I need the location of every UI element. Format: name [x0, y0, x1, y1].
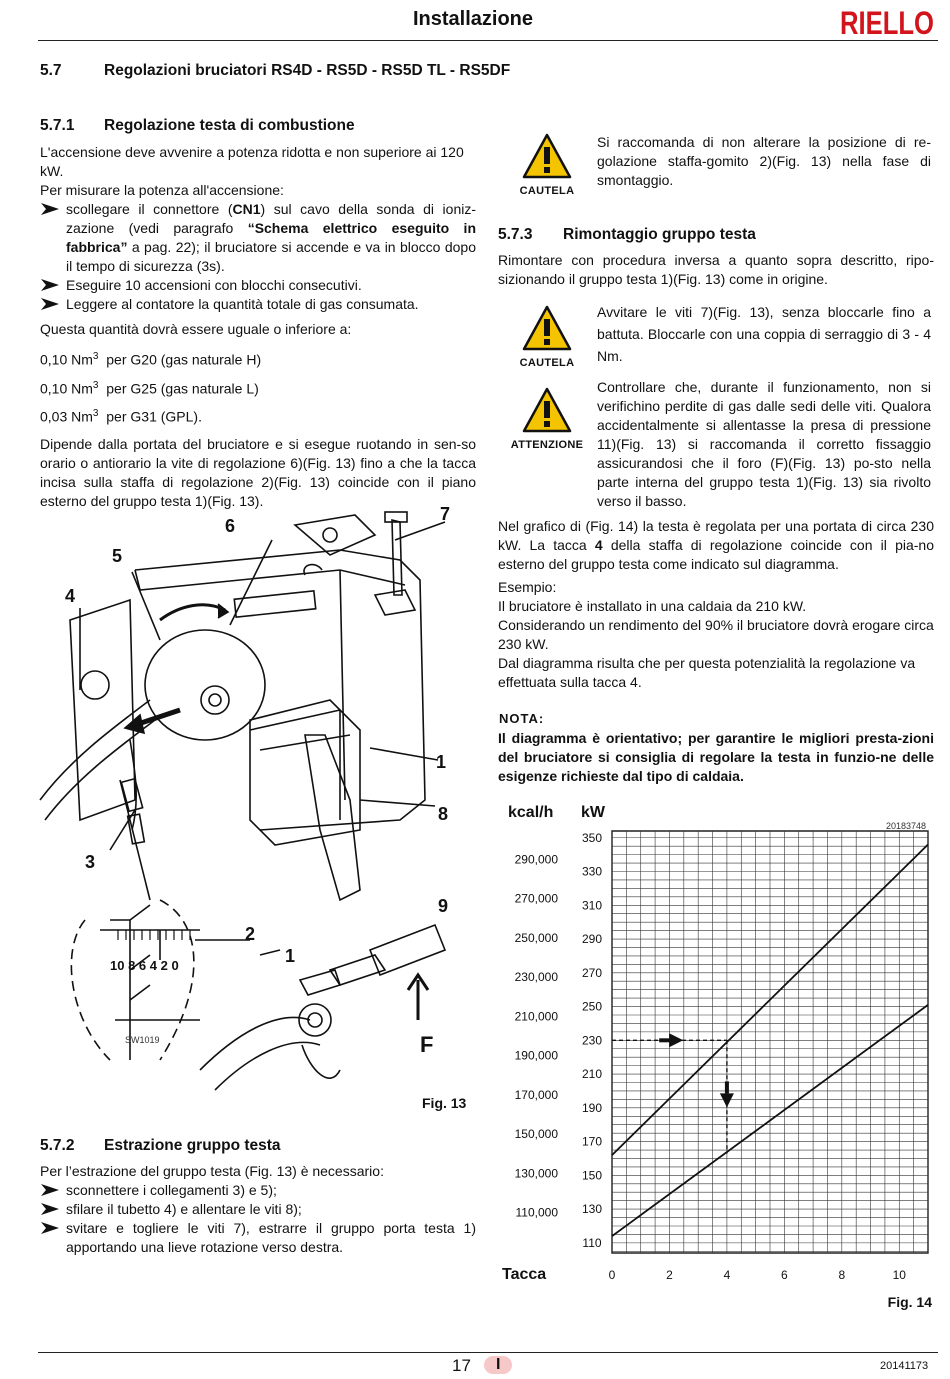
callout-label: 5 — [112, 546, 123, 566]
y-tick-label-kw: 170 — [581, 1134, 603, 1149]
y-tick-label-kw: 130 — [581, 1202, 603, 1217]
step-item: Leggere al contatore la quantità totale di gas consumata. — [40, 295, 476, 314]
x-tick-label: 2 — [666, 1268, 673, 1282]
warning-triangle-icon — [521, 386, 573, 434]
riello-logo — [838, 4, 936, 40]
warning-triangle-icon — [521, 132, 573, 180]
section-number: 5.7 — [40, 62, 62, 79]
x-tick-label: 8 — [838, 1268, 846, 1282]
y-tick-label-kw: 250 — [581, 999, 603, 1014]
callout-label: 4 — [65, 586, 76, 606]
nota-heading: NOTA: — [499, 711, 545, 726]
y-tick-label-kcal: 110,000 — [515, 1205, 558, 1220]
step-item: sfilare il tubetto 4) e allentare le viti 8); — [40, 1200, 476, 1219]
y-tick-label-kw: 270 — [581, 965, 603, 980]
bullet-arrow-icon — [40, 297, 60, 311]
example-arrow-shaft — [659, 1038, 671, 1042]
y-tick-label-kw: 290 — [581, 932, 603, 947]
bullet-arrow-icon — [40, 1183, 60, 1197]
intro-text: Per l’estrazione del gruppo testa (Fig. 13) è necessario: — [40, 1163, 384, 1179]
warning-label: ATTENZIONE — [510, 439, 584, 451]
chart-code: 20183748 — [885, 821, 926, 831]
language-badge: I — [484, 1356, 512, 1374]
figure-code: SW1019 — [125, 1035, 160, 1045]
brand-name: RIELLO — [840, 5, 934, 41]
header-rule — [38, 40, 938, 41]
nota-text: Il diagramma è orientativo; per garantire le migliori presta-zioni del bruciatore si consiglia di regolare la testa in funzio-ne delle esigenze richieste dal tipo di caldaia. — [498, 730, 934, 784]
x-tick-label: 4 — [723, 1268, 731, 1282]
bullet-arrow-icon — [40, 202, 60, 216]
callout-label: 3 — [85, 852, 96, 872]
callout-label: 2 — [245, 924, 256, 944]
y-tick-label-kw: 330 — [581, 864, 603, 879]
y-tick-label-kcal: 210,000 — [514, 1009, 558, 1024]
subsection-572-title: Estrazione gruppo testa — [104, 1137, 281, 1154]
x-tick-label: 10 — [892, 1268, 906, 1282]
warning-cautela-1 — [514, 132, 580, 197]
gas-line-g31: 0,03 Nm$^3$ per G31 (GPL). — [40, 408, 202, 425]
x-tick-label: 0 — [608, 1268, 616, 1282]
y-tick-label-kcal: 170,000 — [514, 1087, 558, 1102]
subsection-573-text: Rimontare con procedura inversa a quanto sopra descritto, ripo-sizionando il gruppo testa 1)(Fig. 13) come in origine. — [498, 252, 934, 287]
y-tick-label-kw: 110 — [582, 1235, 602, 1250]
y-axis-label-kw: kW — [581, 804, 605, 821]
y-tick-label-kw: 310 — [581, 898, 603, 913]
measure-steps — [40, 200, 476, 314]
example-arrow-down-icon — [720, 1093, 734, 1107]
callout-label: F — [420, 1032, 434, 1057]
quantity-text: Questa quantità dovrà essere uguale o inferiore a: — [40, 321, 352, 337]
gas-line-g25: 0,10 Nm$^3$ per G25 (gas naturale L) — [40, 379, 259, 397]
gas-line-g20: 0,10 Nm$^3$ per G20 (gas naturale H) — [40, 351, 262, 368]
warning-cautela-2 — [514, 304, 580, 369]
y-tick-label-kw: 190 — [581, 1100, 603, 1115]
figure-14-caption: Fig. 14 — [887, 1294, 932, 1310]
callout-label: 6 — [225, 516, 236, 536]
measure-text: Per misurare la potenza all'accensione: — [40, 182, 284, 198]
y-tick-label-kcal: 190,000 — [514, 1048, 558, 1063]
y-tick-label-kw: 350 — [581, 830, 603, 845]
y-tick-label-kcal: 270,000 — [514, 891, 558, 906]
warning-1-text: Si raccomanda di non alterare la posizione di re-golazione staffa-gomito 2)(Fig. 13) nella fase di smontaggio. — [597, 134, 931, 188]
subsection-572-body — [40, 1162, 476, 1257]
y-axis-label-kcal: kcal/h — [508, 804, 554, 821]
callout-label: 8 — [438, 804, 449, 824]
figure-13-caption: Fig. 13 — [422, 1095, 467, 1111]
warning-3-text: Controllare che, durante il funzionamento, non si verifichino perdite di gas dalle sedi delle viti. Qualora accidentalmente si allentasse la presa di pressione 11)(Fig. 13) si raccomanda il corretto fissaggio assicurandosi che il foro (F)(Fig. 13) po-sto nella parte interna del gruppo testa 1)(Fig. 13) sia rivolto verso il basso. — [597, 379, 931, 509]
subsection-571-body — [40, 143, 476, 511]
bullet-arrow-icon — [40, 1202, 60, 1216]
x-tick-label: 6 — [781, 1268, 788, 1282]
graph-explanation — [498, 517, 934, 692]
y-tick-label-kcal: 230,000 — [514, 970, 558, 985]
step-item: svitare e togliere le viti 7), estrarre il gruppo porta testa 1) apportando una lieve rotazione verso destra. — [40, 1219, 476, 1257]
example-line: Il bruciatore è installato in una caldaia da 210 kW. — [498, 598, 807, 614]
example-arrow-shaft — [725, 1081, 729, 1093]
section-title: Regolazioni bruciatori RS4D - RS5D - RS5D TL - RS5DF — [104, 62, 511, 79]
bullet-arrow-icon — [40, 1221, 60, 1235]
y-tick-label-kw: 230 — [581, 1033, 603, 1048]
intro-text: L'accensione deve avvenire a potenza ridotta e non superiore ai 120 kW. — [40, 144, 464, 179]
warning-attenzione — [504, 386, 590, 451]
warning-label: CAUTELA — [519, 357, 575, 369]
extraction-steps — [40, 1181, 476, 1257]
y-tick-label-kcal: 150,000 — [514, 1127, 558, 1142]
callout-label: 7 — [440, 504, 451, 524]
page-header-title: Installazione — [412, 8, 534, 30]
y-tick-label-kcal: 250,000 — [514, 930, 558, 945]
example-line: Considerando un rendimento del 90% il bruciatore dovrà erogare circa 230 kW. — [498, 617, 934, 652]
warning-label: CAUTELA — [519, 185, 575, 197]
y-tick-label-kw: 210 — [581, 1067, 603, 1082]
y-tick-label-kw: 150 — [581, 1168, 603, 1183]
subsection-573-number: 5.7.3 — [498, 226, 533, 243]
depends-text: Dipende dalla portata del bruciatore e si esegue ruotando in sen-so orario o antiorario la vite di regolazione 6)(Fig. 13) fino a che la tacca incisa sulla staffa di regolazione 2)(Fig. 13) coincide con il piano esterno del gruppo testa 1)(Fig. 13). — [40, 435, 476, 509]
callout-label: 1 — [436, 752, 447, 772]
step-item: scollegare il connettore (CN1) sul cavo della sonda di ioniz-zazione (vedi paragrafo “Schema elettrico eseguito in fabbrica” a pag. 22); il bruciatore si accende e va in blocco dopo il tempo di sicurezza (3s). — [40, 200, 476, 276]
bullet-arrow-icon — [40, 278, 60, 292]
page-number: 17 — [452, 1356, 471, 1375]
language-badge-wrap — [484, 1356, 512, 1374]
graph-paragraph: Nel grafico di (Fig. 14) la testa è regolata per una portata di circa 230 kW. La tacca 4 della staffa di regolazione coincide con il pia-no esterno del gruppo testa come indicato sul diagramma. — [498, 518, 934, 572]
footer-code: 20141173 — [880, 1360, 929, 1372]
warning-triangle-icon — [521, 304, 573, 352]
subsection-571-title: Regolazione testa di combustione — [104, 117, 355, 134]
step-item: sconnettere i collegamenti 3) e 5); — [40, 1181, 476, 1200]
callout-label: 9 — [438, 896, 449, 916]
warning-2-text: Avvitare le viti 7)(Fig. 13), senza bloccarle fino a battuta. Bloccarle con una coppia di serraggio di 3 - 4 Nm. — [597, 304, 931, 364]
subsection-571-number: 5.7.1 — [40, 117, 75, 134]
subsection-573-title: Rimontaggio gruppo testa — [563, 226, 756, 243]
callout-label: 1 — [285, 946, 296, 966]
figure-14-chart — [498, 795, 940, 1315]
y-tick-label-kcal: 130,000 — [514, 1166, 558, 1181]
example-arrow-right-icon — [669, 1033, 683, 1047]
footer-rule — [38, 1352, 938, 1353]
ruler-scale: 10 8 6 4 2 0 — [110, 958, 179, 973]
subsection-572-number: 5.7.2 — [40, 1137, 75, 1154]
figure-13-illustration — [40, 500, 480, 1120]
step-item: Eseguire 10 accensioni con blocchi consecutivi. — [40, 276, 476, 295]
x-axis-label: Tacca — [502, 1266, 547, 1283]
example-line: Dal diagramma risulta che per questa potenzialità la regolazione va effettuata sulla tacca 4. — [498, 655, 916, 690]
y-tick-label-kcal: 290,000 — [514, 852, 558, 867]
example-heading: Esempio: — [498, 579, 557, 595]
